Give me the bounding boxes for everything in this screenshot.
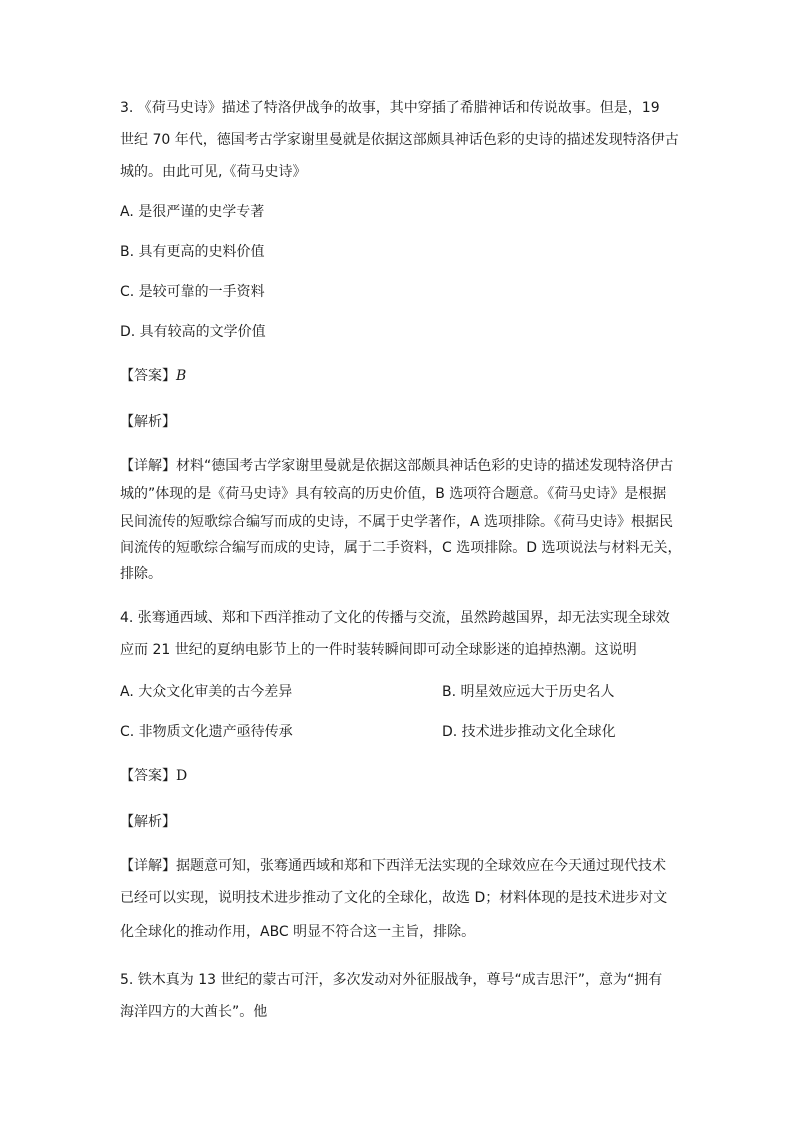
q3-option-c: C. 是较可靠的一手资料 (120, 284, 265, 300)
q4-option-b: B. 明星效应远大于历史名人 (442, 684, 615, 700)
q4-stem-line-2: 应而 21 世纪的夏纳电影节上的一件时装转瞬间即可动全球影迷的追掉热潮。这说明 (120, 642, 637, 658)
q4-answer-value: D (176, 768, 188, 784)
q4-answer-label: 【答案】 (120, 768, 176, 784)
q4-detail-line-1: 【详解】据题意可知，张骞通西域和郑和下西洋无法实现的全球效应在今天通过现代技术 (120, 858, 666, 874)
q4-stem-line-1: 4. 张骞通西域、郑和下西洋推动了文化的传播与交流，虽然跨越国界，却无法实现全球效 (120, 610, 670, 626)
q3-analysis-label: 【解析】 (120, 414, 176, 430)
q4-option-a: A. 大众文化审美的古今差异 (120, 684, 293, 700)
q3-answer-label: 【答案】 (120, 368, 176, 384)
q5-stem-line-1: 5. 铁木真为 13 世纪的蒙古可汗，多次发动对外征服战争，尊号“成吉思汗”，意为“拥有 (120, 972, 663, 988)
q3-detail-line-3: 民间流传的短歌综合编写而成的史诗，不属于史学著作，A 选项排除。《荷马史诗》根据民 (120, 514, 674, 530)
q4-detail-line-2: 已经可以实现，说明技术进步推动了文化的全球化，故选 D；材料体现的是技术进步对文 (120, 890, 668, 906)
q3-detail-line-1: 【详解】材料“德国考古学家谢里曼就是依据这部颇具神话色彩的史诗的描述发现特洛伊古 (120, 458, 674, 474)
q4-answer (120, 766, 187, 786)
q3-stem-line-2: 世纪 70 年代，德国考古学家谢里曼就是依据这部颇具神话色彩的史诗的描述发现特洛伊古 (120, 132, 679, 148)
q4-analysis-label: 【解析】 (120, 814, 176, 830)
q3-option-a: A. 是很严谨的史学专著 (120, 204, 265, 220)
q4-option-c: C. 非物质文化遗产亟待传承 (120, 724, 293, 740)
q4-option-d: D. 技术进步推动文化全球化 (442, 724, 616, 740)
q3-detail-line-2: 城的”体现的是《荷马史诗》具有较高的历史价值，B 选项符合题意。《荷马史诗》是根据 (120, 486, 667, 502)
q3-option-b: B. 具有更高的史料价值 (120, 244, 265, 260)
q3-answer-value: B (176, 368, 187, 384)
q3-answer (120, 366, 186, 386)
q3-stem-line-1: 3. 《荷马史诗》描述了特洛伊战争的故事，其中穿插了希腊神话和传说故事。但是，19 (120, 100, 660, 116)
q3-detail-line-5: 排除。 (120, 566, 162, 582)
q4-detail-line-3: 化全球化的推动作用，ABC 明显不符合这一主旨，排除。 (120, 924, 476, 940)
q3-detail-line-4: 间流传的短歌综合编写而成的史诗，属于二手资料，C 选项排除。D 选项说法与材料无关， (120, 540, 682, 556)
q3-stem-line-3: 城的。由此可见,《荷马史诗》 (120, 164, 307, 180)
q3-option-d: D. 具有较高的文学价值 (120, 324, 266, 340)
q5-stem-line-2: 海洋四方的大酋长”。他 (120, 1004, 268, 1020)
